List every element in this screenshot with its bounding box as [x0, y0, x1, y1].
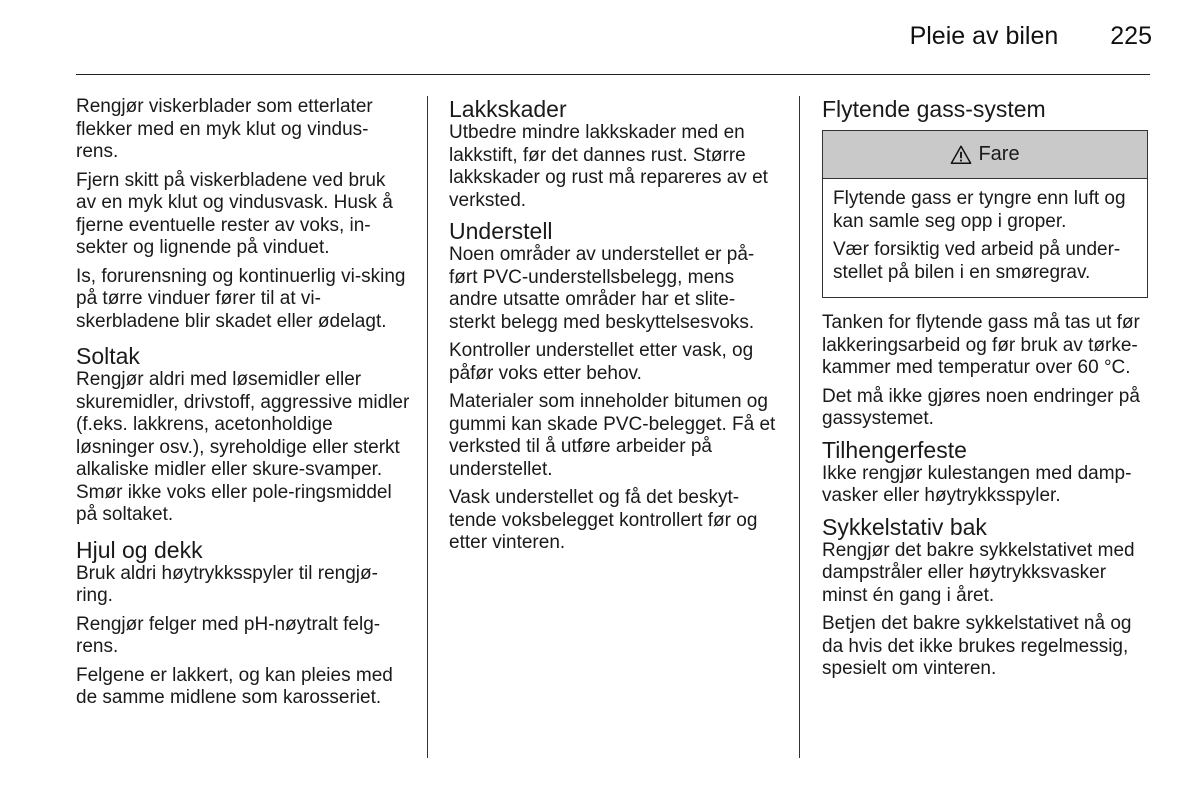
heading-hjul-og-dekk: Hjul og dekk	[76, 536, 203, 563]
column-divider	[427, 96, 428, 758]
paragraph: Tanken for flytende gass må tas ut før lakkeringsarbeid og før bruk av tørke-kammer med temperatur over 60 °C.	[822, 312, 1140, 378]
paragraph: Materialer som inneholder bitumen og gummi kan skade PVC-belegget. Få et verksted til å utføre arbeider på understellet.	[449, 391, 776, 480]
heading-understell: Understell	[449, 218, 553, 244]
header-rule	[76, 74, 1150, 75]
warning-title: Fare	[978, 143, 1020, 166]
warning-box	[822, 130, 1148, 298]
paragraph: Bruk aldri høytrykksspyler til rengjø-ring.	[76, 562, 378, 606]
paragraph: Ikke rengjør kulestangen med damp-vasker eller høytrykksspyler.	[822, 462, 1132, 506]
warning-paragraph: Vær forsiktig ved arbeid på under-stellet på bilen i en smøregrav.	[833, 239, 1121, 283]
paragraph: Rengjør viskerblader som etterlater flekker med en myk klut og vindus-rens.	[76, 96, 373, 162]
paragraph: Kontroller understellet etter vask, og påfør voks etter behov.	[449, 340, 754, 384]
heading-lakkskader: Lakkskader	[449, 96, 567, 122]
heading-sykkelstativ-bak: Sykkelstativ bak	[822, 513, 987, 540]
paragraph: Fjern skitt på viskerbladene ved bruk av en myk klut og vindusvask. Husk å fjerne eventuelle rester av voks, in-sekter og lignende på vinduet.	[76, 169, 393, 258]
page-number: 225	[1110, 22, 1152, 50]
paragraph: Rengjør aldri med løsemidler eller skuremidler, drivstoff, aggressive midler (f.eks. lakkrens, acetonholdige løsninger osv.), syreholdige eller sterkt alkaliske midler eller skure-svamper. Smør ikke voks eller pole-ringsmiddel på soltaket.	[76, 369, 410, 525]
page-header	[910, 22, 1152, 51]
warning-header	[823, 131, 1147, 179]
column-divider	[799, 96, 800, 758]
section-title: Pleie av bilen	[909, 22, 1059, 50]
paragraph: Is, forurensning og kontinuerlig vi-sking på tørre vinduer fører til at vi-skerbladene blir skadet eller ødelagt.	[76, 265, 406, 332]
column-left	[76, 96, 410, 716]
paragraph: Noen områder av understellet er på-ført PVC-understellsbelegg, mens andre utsatte områder har et slite-sterkt belegg med beskyttelsesvoks.	[449, 244, 755, 333]
paragraph: Betjen det bakre sykkelstativet nå og da hvis det ikke brukes regelmessig, spesielt om vinteren.	[822, 613, 1132, 679]
heading-soltak: Soltak	[76, 343, 140, 369]
warning-triangle-icon	[950, 144, 972, 166]
column-right	[822, 96, 1154, 687]
column-middle	[449, 96, 779, 561]
heading-tilhengerfeste: Tilhengerfeste	[822, 436, 967, 463]
paragraph: Rengjør felger med pH-nøytralt felg-rens.	[76, 613, 381, 657]
warning-body	[823, 179, 1147, 297]
heading-flytende-gass-system: Flytende gass-system	[822, 96, 1046, 122]
paragraph: Utbedre mindre lakkskader med en lakkstift, før det dannes rust. Større lakkskader og rust må repareres av et verksted.	[449, 122, 768, 211]
paragraph: Vask understellet og få det beskyt-tende voksbelegget kontrollert før og etter vinteren.	[449, 487, 758, 553]
paragraph: Det må ikke gjøres noen endringer på gassystemet.	[822, 385, 1140, 429]
warning-paragraph: Flytende gass er tyngre enn luft og kan samle seg opp i groper.	[833, 188, 1126, 232]
paragraph: Rengjør det bakre sykkelstativet med dampstråler eller høytrykksvasker minst én gang i året.	[822, 539, 1135, 606]
paragraph: Felgene er lakkert, og kan pleies med de samme midlene som karosseriet.	[76, 664, 393, 708]
